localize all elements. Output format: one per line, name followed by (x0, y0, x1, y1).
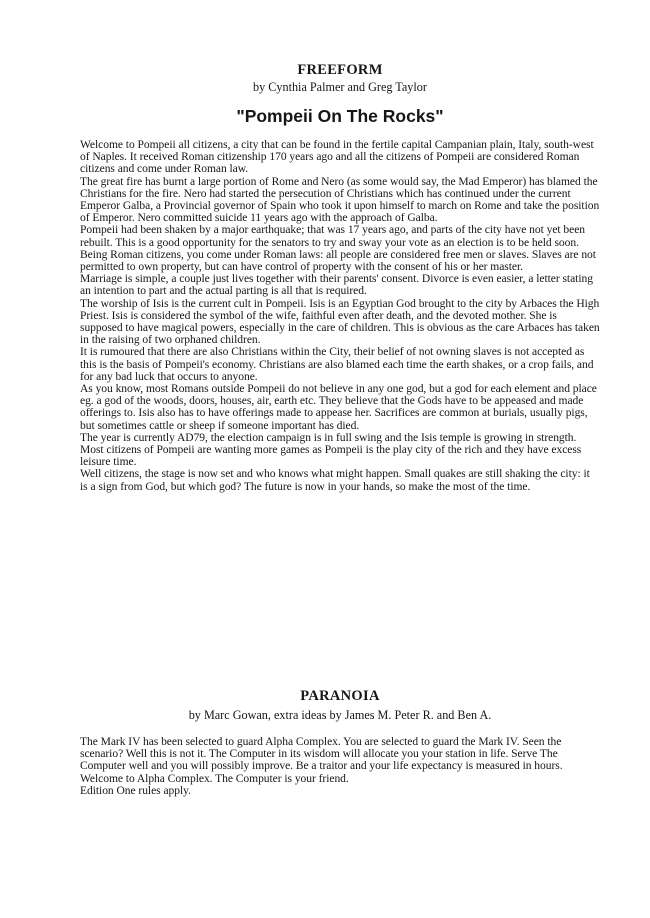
paranoia-title: PARANOIA (300, 688, 380, 704)
freeform-subtitle: "Pompeii On The Rocks" (236, 106, 444, 126)
freeform-paragraph: Being Roman citizens, you come under Roman laws: all people are considered free men or slaves. Slaves are not permitted to own property, but can have control of property with the consent of his or her master. (80, 248, 596, 274)
freeform-paragraph: Marriage is simple, a couple just lives together with their parents' consent. Divorce is even easier, a letter stating an intention to part and the actual parting is all that is required. (80, 273, 593, 298)
paranoia-body (80, 736, 600, 797)
paranoia-paragraph: The Mark IV has been selected to guard Alpha Complex. You are selected to guard the Mark IV. Seen the scenario? Well this is not it. The Computer in its wisdom will allocate you your station in life. Serve The Computer well and you will possibly improve. Be a traitor and your life expectancy is measured in hours. Welcome to Alpha Complex. The Computer is your friend. (80, 736, 563, 785)
paranoia-byline: by Marc Gowan, extra ideas by James M. Peter R. and Ben A. (188, 708, 492, 722)
freeform-body (80, 139, 600, 493)
freeform-paragraph: The year is currently AD79, the election campaign is in full swing and the Isis temple is growing in strength. Most citizens of Pompeii are wanting more games as Pompeii is the play city of the rich and they have excess leisure time. (80, 431, 582, 469)
freeform-paragraph: Welcome to Pompeii all citizens, a city that can be found in the fertile capital Campanian plain, Italy, south-west of Naples. It received Roman citizenship 170 years ago and all the citizens of Pompeii are considered Roman citizens and come under Roman law. (80, 139, 594, 176)
freeform-paragraph: Pompeii had been shaken by a major earthquake; that was 17 years ago, and parts of the city have not yet been rebuilt. This is a good opportunity for the senators to try and sway your vote as an election is to be held soon. (80, 224, 586, 249)
freeform-paragraph: The great fire has burnt a large portion of Rome and Nero (as some would say, the Mad Emperor) has blamed the Christians for the fire. Nero had started the persecution of Christians which has continued under the current Emperor Galba, a Provincial governor of Spain who took it upon himself to march on Rome and take the position of Emperor. Nero committed suicide 11 years ago with the approach of Galba. (80, 175, 600, 225)
freeform-paragraph: As you know, most Romans outside Pompeii do not believe in any one god, but a god for each element and place eg. a god of the woods, doors, houses, air, earth etc. They believe that the Gods have to be appeased and made offerings to. Isis also has to have offerings made to appease her. Sacrifices are common at burials, usually pigs, but sometimes cattle or sheep if someone important has died. (80, 383, 597, 432)
paranoia-section (80, 688, 600, 797)
freeform-paragraph: It is rumoured that there are also Christians within the City, their belief of not owning slaves is not accepted as this is the basis of Pompeii's economy. Christians are also blamed each time the earth shakes, or a crop fails, and for any bad luck that occurs to anyone. (80, 346, 594, 383)
freeform-section (80, 62, 600, 493)
freeform-byline: by Cynthia Palmer and Greg Taylor (253, 80, 427, 94)
freeform-title: FREEFORM (297, 62, 383, 78)
freeform-paragraph: The worship of Isis is the current cult in Pompeii. Isis is an Egyptian God brought to the city by Arbaces the High Priest. Isis is considered the symbol of the wife, faithful even after death, and the devoted mother. She is supposed to have magical powers, especially in the care of children. This is obvious as the care Arbaces has taken in the raising of two orphaned children. (80, 297, 600, 347)
paranoia-paragraph: Edition One rules apply. (80, 784, 191, 797)
freeform-paragraph: Well citizens, the stage is now set and who knows what might happen. Small quakes are still shaking the city: it is a sign from God, but which god? The future is now in your hands, so make the most of the time. (80, 468, 590, 493)
